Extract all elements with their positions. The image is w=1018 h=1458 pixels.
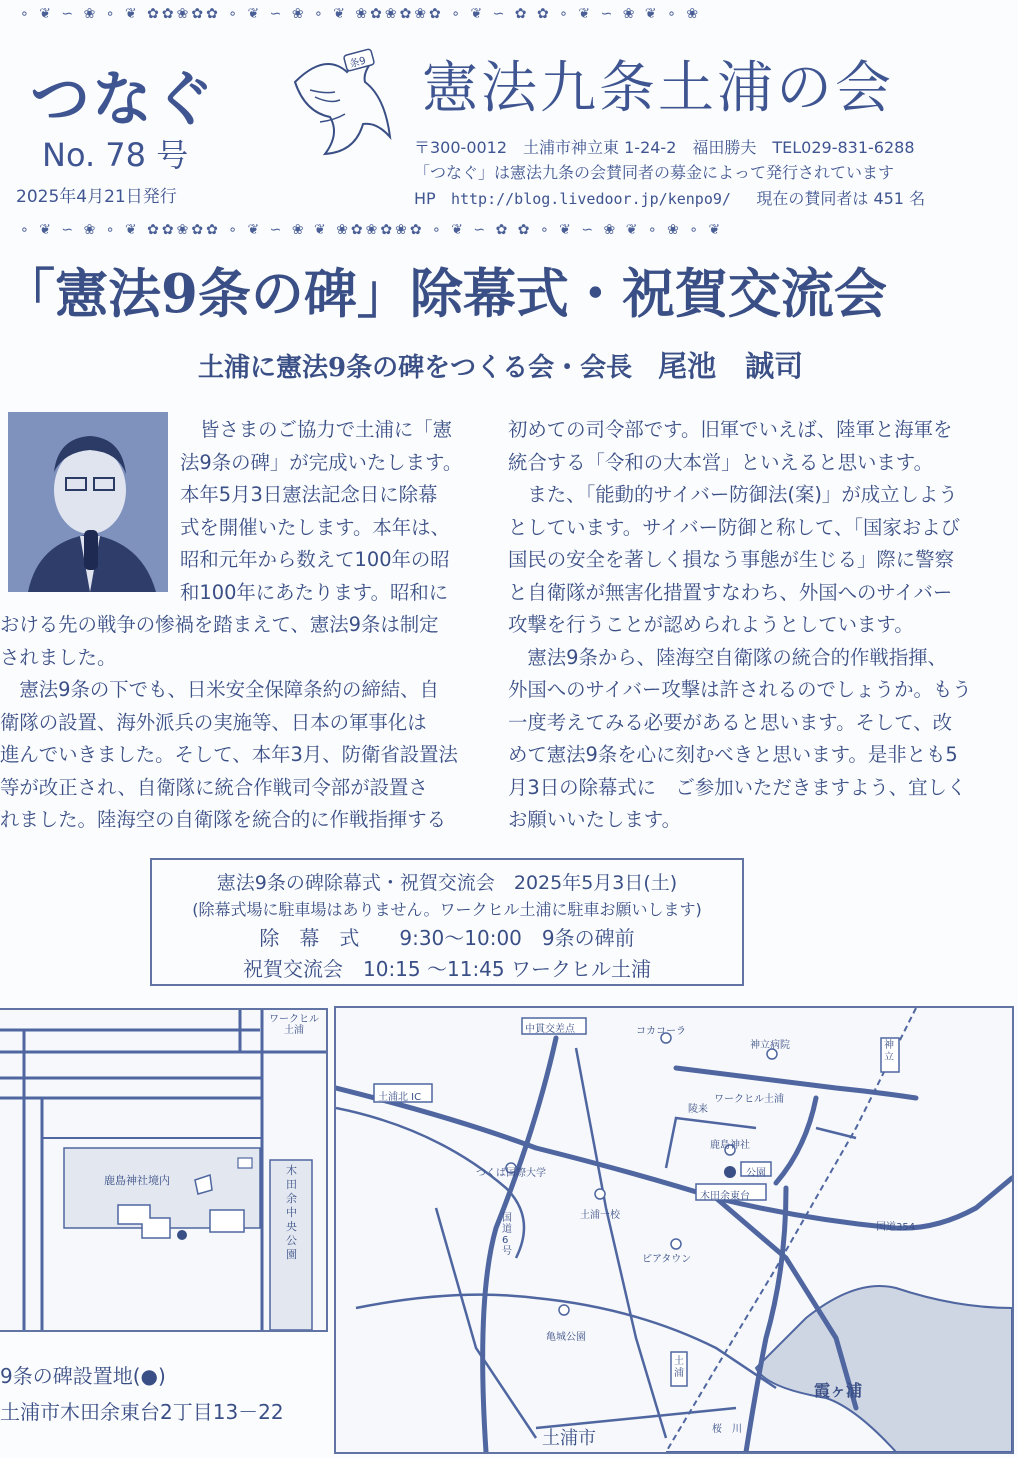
article-line: おける先の戦争の惨禍を踏まえて、憲法9条は制定 [0,613,439,636]
article-line: 外国へのサイバー攻撃は許されるのでしょうか。もう [508,678,972,701]
article-line: 法9条の碑」が完成いたします。 [180,450,463,474]
lake-shape [756,1286,1012,1452]
kasumigaura-label: 霞ヶ浦 [814,1381,863,1400]
article-line: 月3日の除幕式に ご参加いただきますよう、宜しく [508,775,967,799]
area-map [334,1006,1014,1454]
work-hill-area-label: ワークヒル土浦 [714,1094,784,1105]
article-line: 式を開催いたします。本年は、 [180,515,450,539]
event-info-box [150,858,744,986]
shrine-grounds-label: 鹿島神社境内 [104,1174,170,1187]
work-hill-label: ワークヒル土浦 [269,1014,319,1036]
location-caption: 9条の碑設置地(●) [0,1364,166,1388]
piatown-label: ピアタウン [642,1254,692,1265]
parking-note: (除幕式場に駐車場はありません。ワークヒル土浦に駐車お願いします) [192,900,702,919]
article-line: 和100年にあたります。昭和に [180,580,449,604]
article-left-full [0,609,485,837]
tsukuba-univ-label: つくば国際大学 [476,1168,546,1179]
issued-date: 2025年4月21日発行 [16,187,177,207]
monument-marker [177,1230,187,1240]
kandatsu-label: 神立 [884,1040,894,1063]
supporter-count: 現在の賛同者は 451 名 [756,189,926,208]
hp-url[interactable]: http://blog.livedoor.jp/kenpo9/ [450,190,731,208]
tsuchiura-ichiko-label: 土浦一校 [580,1210,620,1221]
local-map-drawing [0,1010,326,1330]
address-line: 〒300-0012 土浦市神立東 1-24-2 福田勝夫 TEL029-831-6288 [414,138,915,157]
article-line: 一度考えてみる必要があると思います。そして、改 [508,710,953,734]
article-line: 昭和元年から数えて100年の昭 [180,548,450,571]
newsletter-title: つなぐ [30,65,216,135]
article-left-wrapped [180,414,480,609]
location-address: 土浦市木田余東台2丁目13－22 [0,1400,284,1424]
article-line: めて憲法9条を心に刻むべきと思います。是非とも5 [508,743,958,766]
article-line: 統合する「令和の大本営」といえると思います。 [508,450,934,474]
article-line: れました。陸海空の自衛隊を統合的に作戦指揮する [0,808,446,831]
tsuchiura-city-label: 土浦市 [542,1428,596,1449]
byline-org: 土浦に憲法9条の碑をつくる会・会長 [198,353,633,383]
sakuragawa-label: 桜 川 [712,1424,742,1435]
ceremony-time: 除 幕 式 9:30～10:00 9条の碑前 [259,926,635,950]
article-line: 攻撃を行うことが認められようとしています。 [508,613,914,636]
dove-tag-text: 条9 [348,55,368,71]
route6-label: 国道6号 [502,1213,512,1257]
article-line: されました。 [0,645,117,669]
route354-label: 国道354 [876,1222,916,1233]
kandatsu-hospital-label: 神立病院 [750,1040,790,1051]
kashima-shrine-label: 鹿島神社 [710,1140,750,1151]
article-line: お願いいたします。 [508,808,681,831]
park-area-label: 公園 [746,1168,766,1179]
article-line: と自衛隊が無害化措置すなわち、外国へのサイバー [508,580,953,604]
monument-marker-area [724,1166,736,1178]
homepage-line [414,186,925,209]
article-line: 国民の安全を著しく損なう事態が生じる」際に警察 [508,548,954,571]
hp-label: HP [414,189,436,208]
article-line: 憲法9条の下でも、日米安全保障条約の締結、自 [0,678,439,701]
article-right-column [508,414,1008,837]
park-label: 木田余中央公園 [286,1164,297,1261]
cocacola-label: コカコーラ [636,1026,686,1037]
byline [198,344,803,385]
article-line: 本年5月3日憲法記念日に除幕 [180,483,438,506]
castle-park-label: 亀城公園 [546,1332,586,1343]
byline-name: 尾池 誠司 [658,349,804,383]
article-line: 衛隊の設置、海外派兵の実施等、日本の軍事化は [0,710,427,734]
nakanuki-label: 中貫交差点 [525,1024,575,1035]
reception-time: 祝賀交流会 10:15 ～11:45 ワークヒル土浦 [243,957,651,981]
tsuchiura-kita-ic-label: 土浦北 IC [378,1092,422,1103]
article-line: 等が改正され、自衛隊に統合作戦司令部が設置さ [0,775,428,799]
headline: 「憲法9条の碑」除幕式・祝賀交流会 [2,263,887,325]
organization-name: 憲法九条土浦の会 [422,56,894,121]
local-map [0,1008,328,1332]
ryorai-label: 陵来 [688,1104,708,1115]
decorative-border-top: ∘ ❦ ∽ ❀ ∘ ❦ ✿✿❀✿✿ ∘ ❦ ∽ ❀ ∘ ❦ ❀✿❀✿❀✿ ∘ ❦ ∽ ✿ ✿ ∘ ❦ ∽ ❀ ❦ ∘ ❀ [20,6,702,22]
article-line: としています。サイバー防御と称して、「国家および [508,515,960,539]
funding-line: 「つなぐ」は憲法九条の会賛同者の募金によって発行されています [414,163,895,182]
article-line: 憲法9条から、陸海空自衛隊の統合的作戦指揮、 [508,645,947,669]
article-line: 進んでいきました。そして、本年3月、防衛省設置法 [0,743,458,766]
article-line: 皆さまのご協力で土浦に「憲 [200,418,453,441]
decorative-border-middle: ∘ ❦ ∽ ❀ ∘ ❦ ✿✿❀✿✿ ∘ ❦ ∽ ❀ ❦ ❀✿❀✿❀✿ ∘ ❦ ∽ ✿ ✿ ∘ ❦ ∽ ❀ ❦ ∘ ❀ ∘ ❦ [20,222,724,238]
article-line: また、「能動的サイバー防御法(案)」が成立しよう [508,483,958,506]
dove-icon [285,42,410,162]
article-line: 初めての司令部です。旧軍でいえば、陸軍と海軍を [508,418,953,441]
issue-number: No. 78 号 [42,136,189,174]
speaker-photo [8,412,168,592]
tsuchiura-station-label: 土浦 [674,1356,684,1379]
kitaduyo-label: 木田余東台 [700,1191,750,1202]
event-title-line: 憲法9条の碑除幕式・祝賀交流会 2025年5月3日(土) [216,872,678,894]
